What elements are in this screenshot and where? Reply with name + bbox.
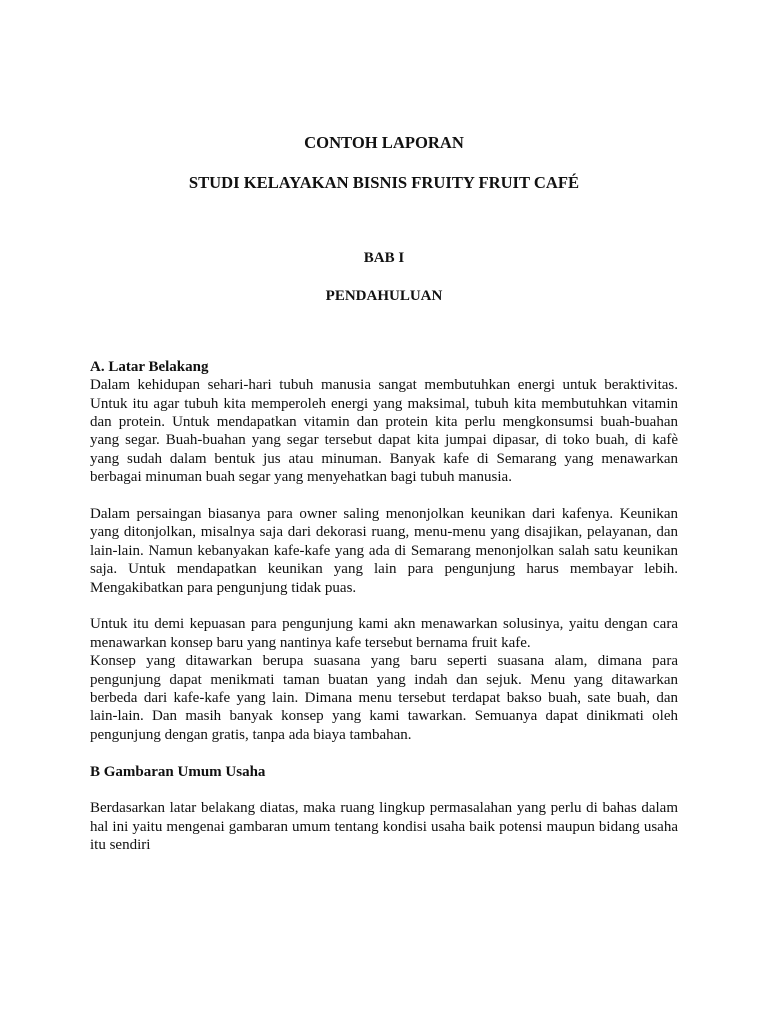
paragraph xyxy=(90,652,678,744)
section-heading: A. Latar Belakang xyxy=(90,358,209,375)
text-line: saja. Untuk mendapatkan keunikan yang lain para pengunjung harus membayar lebih. xyxy=(90,561,678,578)
document-body xyxy=(90,0,678,855)
text-line: yang segar. Buah-buahan yang segar tersebut dapat kita jumpai dipasar, di toko buah, di kafè xyxy=(90,432,678,449)
text-line: Untuk itu demi kepuasan para pengunjung kami akn menawarkan solusinya, yaitu dengan cara xyxy=(90,616,678,633)
text-line: Dalam persaingan biasanya para owner saling menonjolkan keunikan dari kafenya. Keunikan xyxy=(90,505,678,522)
paragraph xyxy=(90,376,678,486)
section-heading: B Gambaran Umum Usaha xyxy=(90,763,266,780)
section-latar-belakang xyxy=(90,358,678,745)
document-subtitle: STUDI KELAYAKAN BISNIS FRUITY FRUIT CAFÉ xyxy=(188,173,580,192)
text-line: yang sudah dalam bentuk jus atau minuman. Banyak kafe di Semarang yang menawarkan xyxy=(90,450,678,467)
text-line: berbeda dari kafe-kafe yang lain. Dimana menu tersebut terdapat bakso buah, sate buah, dan xyxy=(90,689,678,706)
section-gambaran-umum-usaha xyxy=(90,763,678,855)
text-line: Konsep yang ditawarkan berupa suasana yang baru seperti suasana alam, dimana para xyxy=(90,653,678,670)
text-line: Dalam kehidupan sehari-hari tubuh manusia sangat membutuhkan energi untuk beraktivitas. xyxy=(90,377,678,394)
text-line: Mengakibatkan para pengunjung tidak puas. xyxy=(90,579,357,596)
text-line: pengunjung dapat menikmati taman buatan yang indah dan sejuk. Menu yang ditawarkan xyxy=(90,671,678,688)
document-title: CONTOH LAPORAN xyxy=(304,133,464,152)
text-line: yang ditonjolkan, misalnya saja dari dekorasi ruang, menu-menu yang disajikan, pelayanan, dan xyxy=(90,524,678,541)
text-line: Berdasarkan latar belakang diatas, maka ruang lingkup permasalahan yang perlu di bahas dalam xyxy=(90,800,678,817)
paragraph xyxy=(90,799,678,854)
text-line: hal ini yaitu mengenai gambaran umum tentang kondisi usaha baik potensi maupun bidang usaha xyxy=(90,818,678,835)
paragraph xyxy=(90,505,678,597)
text-line: berbagai minuman buah segar yang menyehatkan bagi tubuh manusia. xyxy=(90,469,512,486)
text-line: lain-lain. Namun kebanyakan kafe-kafe yang ada di Semarang menonjolkan salah satu keunikan xyxy=(90,542,678,559)
text-line: pengunjung dengan gratis, tanpa ada biaya tambahan. xyxy=(90,726,412,743)
text-line: itu sendiri xyxy=(90,837,151,854)
chapter-label: BAB I xyxy=(363,249,405,266)
chapter-title: PENDAHULUAN xyxy=(325,287,443,304)
text-line: dan protein. Untuk mendapatkan vitamin dan protein kita perlu mengkonsumsi buah-buahan xyxy=(90,413,678,430)
text-line: menawarkan konsep baru yang nantinya kafe tersebut bernama fruit kafe. xyxy=(90,634,531,651)
text-line: lain-lain. Dan masih banyak konsep yang kami tawarkan. Semuanya dapat dinikmati oleh xyxy=(90,708,678,725)
paragraph xyxy=(90,615,678,652)
text-line: Untuk itu agar tubuh kita memperoleh energi yang maksimal, tubuh kita membutuhkan vitamin xyxy=(90,395,678,412)
